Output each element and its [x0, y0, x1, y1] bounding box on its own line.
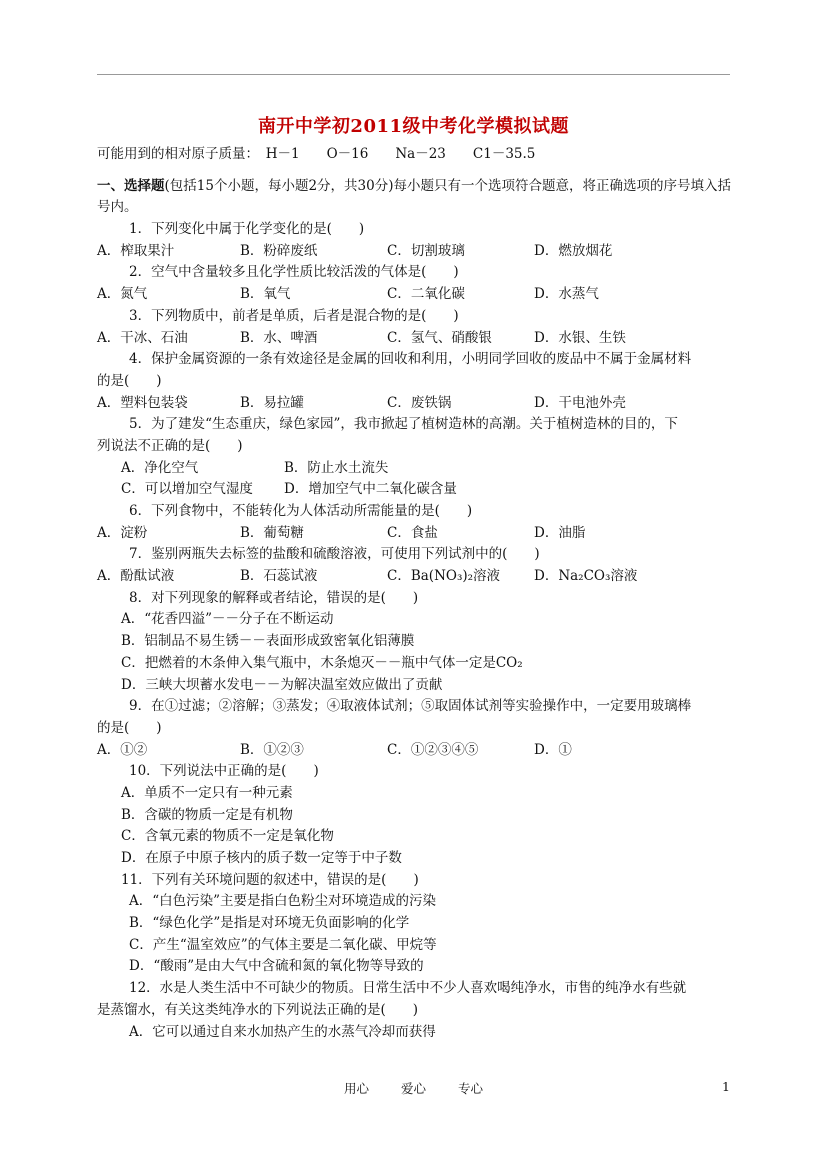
option-d: D．“酸雨”是由大气中含硫和氮的氧化物等导致的 — [129, 958, 424, 975]
question-9-options — [97, 740, 737, 762]
option-a: A．“白色污染”主要是指白色粉尘对环境造成的污染 — [129, 893, 437, 910]
section-heading: 一、选择题 — [97, 177, 165, 194]
question-1-options — [97, 241, 737, 263]
page-title: 南开中学初2011级中考化学模拟试题 — [257, 116, 570, 137]
option-d: D．水蒸气 — [534, 286, 599, 303]
option-d: D．水银、生铁 — [534, 329, 626, 346]
question-5-stem: 5．为了建发“生态重庆，绿色家园”，我市掀起了植树造林的高潮。关于植树造林的目的，下 — [129, 416, 678, 433]
footer — [0, 1079, 827, 1097]
question-8-stem: 8．对下列现象的解释或者结论，错误的是( ) — [129, 589, 419, 606]
section-intro — [97, 176, 737, 219]
option-b: B．防止水土流失 — [284, 459, 389, 476]
option-d: D．增加空气中二氧化碳含量 — [284, 481, 457, 498]
section-instructions: (包括15个小题，每小题2分，共30分)每小题只有一个选项符合题意，将正确选项的序号填入括号内。 — [97, 177, 731, 216]
option-b: B．石蕊试液 — [240, 568, 318, 585]
question-4-options — [97, 393, 737, 415]
footer-item: 专心 — [457, 1081, 483, 1096]
option-a: A．塑料包装袋 — [97, 394, 188, 411]
option-b: B．含碳的物质一定是有机物 — [121, 806, 293, 823]
question-12-stem-cont: 是蒸馏水，有关这类纯净水的下列说法正确的是( ) — [97, 1001, 419, 1018]
question-7-options — [97, 566, 737, 588]
option-b: B．“绿色化学”是指是对环境无负面影响的化学 — [129, 915, 410, 932]
question-5-options-row1 — [97, 458, 737, 480]
option-d: D．干电池外壳 — [534, 394, 626, 411]
option-a: A．氮气 — [97, 286, 148, 303]
option-d: D．① — [534, 741, 572, 758]
option-c: C．氢气、硝酸银 — [387, 329, 492, 346]
question-6-options — [97, 523, 737, 545]
question-5-options-row2 — [97, 479, 737, 501]
option-a: A．酚酞试液 — [97, 568, 175, 585]
option-a: A．它可以通过自来水加热产生的水蒸气冷却而获得 — [129, 1023, 436, 1040]
option-c: C．废铁锅 — [387, 394, 452, 411]
option-b: B．葡萄糖 — [240, 524, 304, 541]
option-d: D．在原子中原子核内的质子数一定等于中子数 — [121, 850, 402, 867]
question-2-options — [97, 284, 737, 306]
option-c: C．可以增加空气湿度 — [121, 481, 253, 498]
question-12-stem: 12．水是人类生活中不可缺少的物质。日常生活中不少人喜欢喝纯净水，市售的纯净水有些就 — [129, 980, 687, 997]
option-c: C．把燃着的木条伸入集气瓶中，木条熄灭－－瓶中气体一定是CO₂ — [121, 654, 523, 671]
option-b: B．粉碎废纸 — [240, 242, 318, 259]
question-3-options — [97, 328, 737, 350]
question-9-stem-cont: 的是( ) — [97, 719, 162, 736]
option-c: C．二氧化碳 — [387, 286, 465, 303]
question-1-stem: 1．下列变化中属于化学变化的是( ) — [129, 221, 365, 238]
question-7-stem: 7．鉴别两瓶失去标签的盐酸和硫酸溶液，可使用下列试剂中的( ) — [129, 546, 540, 563]
option-c: C．产生“温室效应”的气体主要是二氧化碳、甲烷等 — [129, 936, 437, 953]
option-b: B．水、啤酒 — [240, 329, 318, 346]
option-d: D．燃放烟花 — [534, 242, 613, 259]
option-d: D．三峡大坝蓄水发电－－为解决温室效应做出了贡献 — [121, 676, 443, 693]
question-10-stem: 10．下列说法中正确的是( ) — [129, 763, 319, 780]
question-5-stem-cont: 列说法不正确的是( ) — [97, 437, 243, 454]
question-2-stem: 2．空气中含量较多且化学性质比较活泼的气体是( ) — [129, 264, 459, 281]
option-b: B．氧气 — [240, 286, 291, 303]
option-c: C．食盐 — [387, 524, 438, 541]
atomic-masses: 可能用到的相对原子质量： H－1 O－16 Na－23 C1－35.5 — [97, 146, 536, 162]
option-a: A．单质不一定只有一种元素 — [121, 784, 293, 801]
option-a: A．净化空气 — [121, 459, 199, 476]
option-c: C．①②③④⑤ — [387, 741, 479, 758]
question-4-stem-cont: 的是( ) — [97, 372, 162, 389]
option-d: D．油脂 — [534, 524, 586, 541]
question-4-stem: 4．保护金属资源的一条有效途径是金属的回收和利用，小明同学回收的废品中不属于金属材料 — [129, 351, 692, 368]
option-a: A．“花香四溢”－－分子在不断运动 — [121, 611, 334, 628]
option-c: C．Ba(NO₃)₂溶液 — [387, 568, 501, 585]
option-a: A．淀粉 — [97, 524, 148, 541]
option-b: B．易拉罐 — [240, 394, 304, 411]
option-d: D．Na₂CO₃溶液 — [534, 568, 638, 585]
option-a: A．①② — [97, 741, 148, 758]
question-6-stem: 6．下列食物中，不能转化为人体活动所需能量的是( ) — [129, 503, 473, 520]
page-number: 1 — [722, 1079, 730, 1094]
question-3-stem: 3．下列物质中，前者是单质，后者是混合物的是( ) — [129, 307, 459, 324]
question-11-stem: 11．下列有关环境问题的叙述中，错误的是( ) — [121, 871, 419, 888]
footer-item: 用心 — [343, 1081, 369, 1096]
option-b: B．①②③ — [240, 741, 304, 758]
option-a: A．干冰、石油 — [97, 329, 188, 346]
option-a: A．榨取果汁 — [97, 242, 175, 259]
header-rule — [97, 74, 730, 75]
option-c: C．切割玻璃 — [387, 242, 465, 259]
document-body — [97, 144, 737, 1043]
footer-item: 爱心 — [400, 1081, 426, 1096]
option-b: B．铝制品不易生锈－－表面形成致密氧化铝薄膜 — [121, 633, 415, 650]
option-c: C．含氧元素的物质不一定是氧化物 — [121, 828, 334, 845]
question-9-stem: 9．在①过滤；②溶解；③蒸发；④取液体试剂；⑤取固体试剂等实验操作中，一定要用玻璃棒 — [129, 698, 692, 715]
